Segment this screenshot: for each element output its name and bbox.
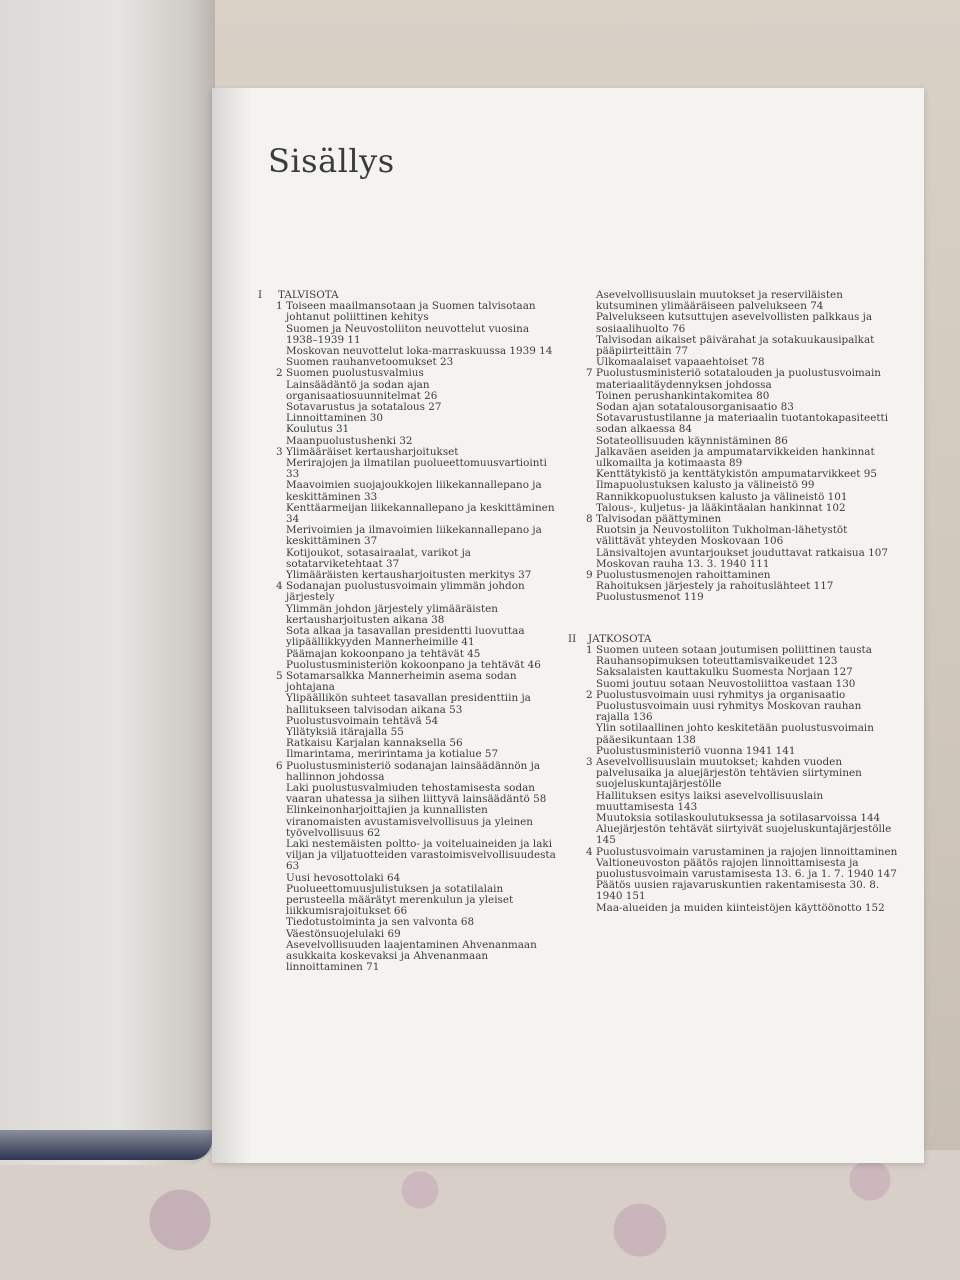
part-spacer bbox=[568, 604, 898, 634]
chapter-number: 4 bbox=[586, 845, 593, 858]
toc-section: Koulutus 31 bbox=[286, 423, 350, 436]
toc-section: Sotavarustustilanne ja materiaalin tuotantokapasiteetti sodan alkaessa 84 bbox=[596, 412, 889, 436]
toc-section: Puolueettomuusjulistuksen ja sotatilalain perusteella määrätyt merenkulun ja yleiset liikkumisrajoitukset 66 bbox=[286, 882, 514, 918]
chapter-number: 4 bbox=[276, 580, 283, 593]
toc-section: Väestönsuojelulaki 69 bbox=[286, 927, 401, 940]
toc-section: Jalkaväen aseiden ja ampumatarvikkeiden hankinnat ulkomailta ja kotimaasta 89 bbox=[596, 445, 875, 470]
chapter-title: Toiseen maailmansotaan ja Suomen talvisotaan johtanut poliittinen kehitys bbox=[286, 300, 536, 324]
toc-section: Puolustusministeriö vuonna 1941 141 bbox=[596, 744, 796, 757]
page-title: Sisällys bbox=[268, 142, 395, 180]
toc-section: Rauhansopimuksen toteuttamisvaikeudet 123 bbox=[596, 655, 838, 668]
chapter-number: 2 bbox=[276, 367, 283, 380]
toc-section: Elinkeinonharjoittajien ja kunnallisten viranomaisten avustamisvelvollisuus ja yleinen työvelvollisuus 62 bbox=[286, 804, 534, 839]
toc-section: Suomen rauhanvetoomukset 23 bbox=[286, 356, 454, 369]
left-page bbox=[0, 0, 215, 1165]
chapter-number: 3 bbox=[276, 445, 283, 458]
toc-section: Päätös uusien rajavaruskuntien rakentamisesta 30. 8. 1940 151 bbox=[596, 879, 880, 903]
chapter-title: Talvisodan päättyminen bbox=[596, 513, 722, 526]
spine-shadow bbox=[212, 88, 252, 1163]
toc-section: Moskovan rauha 13. 3. 1940 111 bbox=[596, 557, 770, 570]
chapter-title: Puolustusvoimain uusi ryhmitys ja organisaatio bbox=[596, 688, 846, 701]
toc-section: Linnoittaminen 30 bbox=[286, 412, 383, 425]
toc-section: Valtioneuvoston päätös rajojen linnoittamisesta ja puolustusvoimain varustamisesta 13. 6. ja 1. 7. 1940 147 bbox=[596, 856, 897, 880]
chapter-number: 5 bbox=[276, 669, 283, 682]
part-title: JATKOSOTA bbox=[588, 632, 652, 645]
toc-section: Sotateollisuuden käynnistäminen 86 bbox=[596, 434, 788, 447]
toc-section: Ratkaisu Karjalan kannaksella 56 bbox=[286, 737, 463, 750]
toc-section: Tiedotustoiminta ja sen valvonta 68 bbox=[286, 916, 475, 929]
toc-section: Suomen ja Neuvostoliiton neuvottelut vuosina 1938–1939 11 bbox=[286, 322, 530, 346]
part-number: I bbox=[258, 289, 263, 301]
toc-chapter bbox=[258, 581, 558, 603]
toc-section: Päämajan kokoonpano ja tehtävät 45 bbox=[286, 647, 481, 660]
toc-section: Saksalaisten kauttakulku Suomesta Norjaan 127 bbox=[596, 666, 853, 679]
toc-section: Sota alkaa ja tasavallan presidentti luovuttaa ylipäällikkyyden Mannerheimille 41 bbox=[286, 625, 525, 649]
chapter-title: Puolustusministeriö sotatalouden ja puolustusvoimain materiaalitäydennyksen johdossa bbox=[596, 367, 881, 391]
tablecloth bbox=[0, 1150, 960, 1280]
toc-section: Ylimmän johdon järjestely ylimääräisten kertausharjoitusten aikana 38 bbox=[286, 602, 498, 626]
toc-section: Uusi hevosottolaki 64 bbox=[286, 871, 401, 884]
toc-section: Rannikkopuolustuksen kalusto ja välineistö 101 bbox=[596, 490, 848, 503]
toc-section: Moskovan neuvottelut loka-marraskuussa 1939 14 bbox=[286, 345, 553, 358]
toc-section: Maanpuolustushenki 32 bbox=[286, 434, 413, 447]
chapter-number: 7 bbox=[586, 367, 593, 380]
toc-section: Sotavarustus ja sotatalous 27 bbox=[286, 401, 442, 414]
toc-section: Puolustusministeriön kokoonpano ja tehtävät 46 bbox=[286, 658, 541, 671]
chapter-number: 2 bbox=[586, 688, 593, 701]
chapter-title: Ylimääräiset kertausharjoitukset bbox=[286, 445, 459, 458]
toc-section: Sodan ajan sotatalousorganisaatio 83 bbox=[596, 401, 794, 414]
toc-chapter bbox=[258, 671, 558, 693]
chapter-title: Asevelvollisuuslain muutokset; kahden vuoden palvelusaika ja aluejärjestön tehtävien siirtyminen suojeluskuntajärjestölle bbox=[596, 755, 862, 791]
chapter-number: 1 bbox=[586, 643, 593, 656]
toc-section: Ilmarintama, meririntama ja kotialue 57 bbox=[286, 748, 499, 761]
chapter-title: Suomen puolustusvalmius bbox=[286, 367, 424, 380]
toc-section: Puolustusvoimain uusi ryhmitys Moskovan rauhan rajalla 136 bbox=[596, 699, 862, 724]
toc-section: Hallituksen esitys laiksi asevelvollisuuslain muuttamisesta 143 bbox=[596, 789, 824, 813]
toc-section: Ulkomaalaiset vapaaehtoiset 78 bbox=[596, 356, 765, 369]
toc-section: Laki nestemäisten poltto- ja voiteluaineiden ja laki viljan ja viljatuotteiden varastoimisvelvollisuudesta 63 bbox=[286, 837, 556, 873]
toc-section: Kenttäarmeijan liikekannallepano ja keskittäminen 34 bbox=[286, 501, 555, 526]
chapter-number: 8 bbox=[586, 513, 593, 526]
chapter-number: 9 bbox=[586, 569, 593, 582]
toc-chapter bbox=[568, 757, 898, 791]
toc-section: Palvelukseen kutsuttujen asevelvollisten palkkaus ja sosiaalihuolto 76 bbox=[596, 311, 873, 335]
toc-section: Muutoksia sotilaskoulutuksessa ja sotilasarvoissa 144 bbox=[596, 811, 881, 824]
toc-section: Merirajojen ja ilmatilan puolueettomuusvartiointi 33 bbox=[286, 457, 547, 481]
toc-section: Rahoituksen järjestely ja rahoituslähteet 117 bbox=[596, 580, 834, 593]
toc-section: Talous-, kuljetus- ja lääkintäalan hankinnat 102 bbox=[596, 501, 846, 514]
toc-section: Länsivaltojen avuntarjoukset jouduttavat ratkaisua 107 bbox=[596, 546, 888, 559]
toc-section: Maavoimien suojajoukkojen liikekannallepano ja keskittäminen 33 bbox=[286, 479, 542, 503]
toc-left-column bbox=[258, 290, 558, 973]
toc-section: Kotijoukot, sotasairaalat, varikot ja sotatarviketehtaat 37 bbox=[286, 546, 472, 570]
toc-section: Puolustusmenot 119 bbox=[596, 591, 704, 604]
toc-section: Toinen perushankintakomitea 80 bbox=[596, 389, 770, 402]
toc-section: Ruotsin ja Neuvostoliiton Tukholman-lähetystöt välittävät yhteyden Moskovaan 106 bbox=[596, 524, 848, 548]
toc-section: Lainsäädäntö ja sodan ajan organisaatiosuunnitelmat 26 bbox=[286, 378, 438, 402]
chapter-number: 1 bbox=[276, 300, 283, 313]
chapter-title: Sotamarsalkka Mannerheimin asema sodan johtajana bbox=[286, 669, 517, 694]
book-cover-edge bbox=[0, 1130, 212, 1160]
toc-section: Laki puolustusvalmiuden tehostamisesta sodan vaaran uhatessa ja siihen liittyvä lainsäädäntö 58 bbox=[286, 781, 547, 806]
toc-section: Ylin sotilaallinen johto keskitetään puolustusvoimain pääesikuntaan 138 bbox=[596, 722, 874, 746]
toc-section: Ilmapuolustuksen kalusto ja välineistö 99 bbox=[596, 479, 815, 492]
toc-section: Suomi joutuu sotaan Neuvostoliittoa vastaan 130 bbox=[596, 677, 856, 690]
toc-chapter bbox=[258, 368, 558, 379]
toc-chapter bbox=[258, 301, 558, 323]
toc-section: Merivoimien ja ilmavoimien liikekannallepano ja keskittäminen 37 bbox=[286, 524, 542, 548]
toc-section: Asevelvollisuuslain muutokset ja reserviläisten kutsuminen ylimääräiseen palvelukseen 74 bbox=[596, 289, 843, 313]
part-number: II bbox=[568, 632, 577, 645]
chapter-title: Suomen uuteen sotaan joutumisen poliittinen tausta bbox=[596, 643, 872, 656]
toc-section: Maa-alueiden ja muiden kiinteistöjen käyttöönotto 152 bbox=[596, 901, 885, 914]
chapter-title: Sodanajan puolustusvoimain ylimmän johdon järjestely bbox=[286, 580, 525, 604]
toc-section: Kenttätykistö ja kenttätykistön ampumatarvikkeet 95 bbox=[596, 468, 877, 481]
toc-section: Ylipäällikön suhteet tasavallan presidenttiin ja hallitukseen talvisodan aikana 53 bbox=[286, 692, 531, 716]
toc-section: Puolustusvoimain tehtävä 54 bbox=[286, 714, 439, 727]
toc-section: Asevelvollisuuden laajentaminen Ahvenanmaan asukkaita koskevaksi ja Ahvenanmaan linnoittaminen 71 bbox=[286, 938, 537, 974]
toc-section: Talvisodan aikaiset päivärahat ja sotakuukausipalkat pääpiirteittäin 77 bbox=[596, 333, 875, 358]
chapter-number: 6 bbox=[276, 759, 283, 772]
toc-section: Aluejärjestön tehtävät siirtyivät suojeluskuntajärjestölle 145 bbox=[596, 823, 892, 847]
chapter-title: Puolustusmenojen rahoittaminen bbox=[596, 569, 771, 582]
toc-section: Yllätyksiä itärajalla 55 bbox=[286, 725, 404, 738]
chapter-title: Puolustusministeriö sodanajan lainsäädännön ja hallinnon johdossa bbox=[286, 759, 541, 783]
toc-right-column bbox=[568, 290, 898, 914]
chapter-title: Puolustusvoimain varustaminen ja rajojen linnoittaminen bbox=[596, 845, 898, 858]
toc-section: Ylimääräisten kertausharjoitusten merkitys 37 bbox=[286, 569, 532, 582]
toc-chapter bbox=[258, 761, 558, 783]
toc-chapter bbox=[568, 368, 898, 390]
part-title: TALVISOTA bbox=[278, 289, 339, 301]
chapter-number: 3 bbox=[586, 755, 593, 768]
